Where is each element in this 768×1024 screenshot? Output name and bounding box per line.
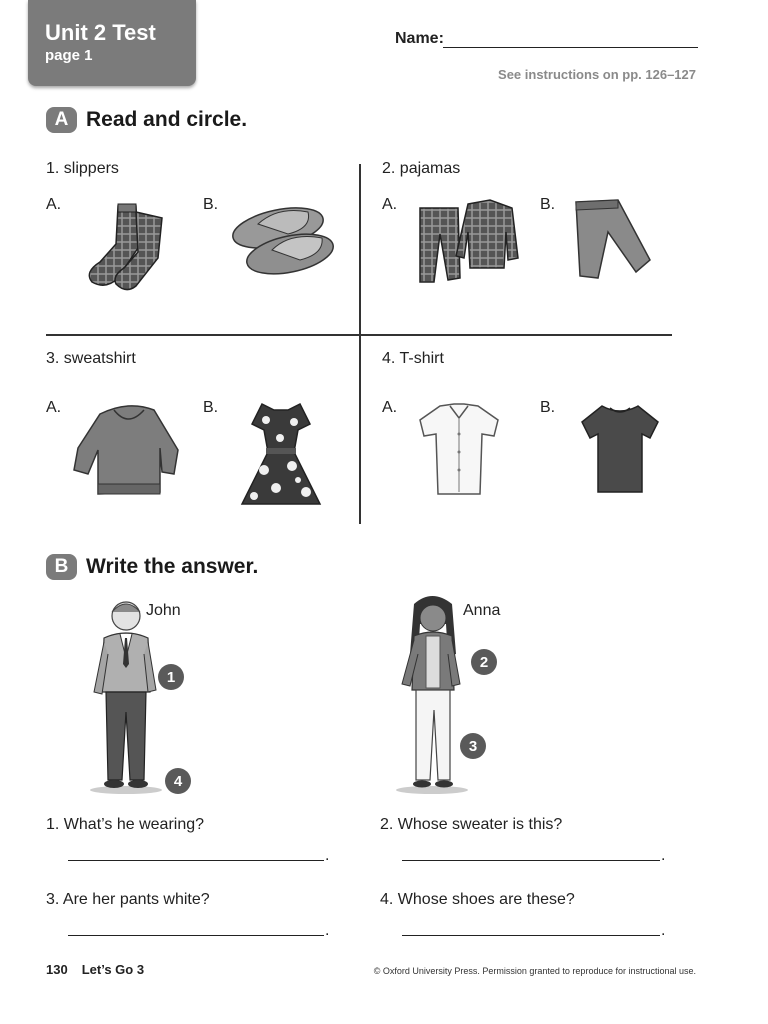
page-label: page 1 — [45, 47, 93, 64]
john-name: John — [146, 602, 181, 619]
question-a3-option-b[interactable]: B. — [203, 399, 219, 416]
question-a3-label: 3. sweatshirt — [46, 350, 136, 367]
john-marker-1: 1 — [158, 664, 184, 690]
question-a1-option-b[interactable]: B. — [203, 196, 219, 213]
page-number: 130 — [46, 962, 68, 977]
question-a4-option-b[interactable]: B. — [540, 399, 556, 416]
section-b-header — [46, 554, 258, 580]
pajamas-picture[interactable] — [412, 198, 522, 288]
question-b4: 4. Whose shoes are these? — [380, 891, 575, 908]
answer-line-b4[interactable] — [402, 935, 660, 936]
footer-page-info — [46, 962, 144, 977]
section-b-title: Write the answer. — [86, 555, 259, 578]
sweatshirt-picture[interactable] — [70, 400, 185, 500]
name-line[interactable] — [443, 47, 698, 48]
name-field[interactable] — [395, 28, 700, 50]
answer-period-b4: . — [661, 922, 666, 939]
anna-name: Anna — [463, 602, 501, 619]
anna-picture — [392, 594, 474, 794]
anna-marker-3: 3 — [460, 733, 486, 759]
answer-period-b3: . — [325, 922, 330, 939]
blouse-picture[interactable] — [414, 400, 504, 500]
pants-picture[interactable] — [568, 196, 658, 286]
question-b3: 3. Are her pants white? — [46, 891, 210, 908]
name-label: Name: — [395, 30, 444, 47]
unit-tab — [28, 0, 196, 86]
answer-period-b2: . — [661, 847, 666, 864]
answer-line-b3[interactable] — [68, 935, 324, 936]
question-a2-option-a[interactable]: A. — [382, 196, 398, 213]
question-a1-option-a[interactable]: A. — [46, 196, 62, 213]
section-a-title: Read and circle. — [86, 108, 248, 131]
grid-divider-vertical — [359, 164, 361, 524]
question-a4-option-a[interactable]: A. — [382, 399, 398, 416]
question-a3-option-a[interactable]: A. — [46, 399, 62, 416]
grid-divider-horizontal — [46, 334, 672, 336]
question-a2-option-b[interactable]: B. — [540, 196, 556, 213]
section-b-badge: B — [46, 554, 77, 580]
section-a-header — [46, 107, 247, 133]
copyright-notice: © Oxford University Press. Permission granted to reproduce for instructional use. — [373, 966, 696, 976]
anna-marker-2: 2 — [471, 649, 497, 675]
question-a4-label: 4. T-shirt — [382, 350, 444, 367]
dress-picture[interactable] — [236, 400, 326, 510]
john-marker-4: 4 — [165, 768, 191, 794]
slippers-picture[interactable] — [228, 200, 338, 280]
answer-period-b1: . — [325, 847, 330, 864]
book-title: Let’s Go 3 — [81, 962, 145, 977]
question-a2-label: 2. pajamas — [382, 160, 461, 177]
answer-line-b1[interactable] — [68, 860, 324, 861]
unit-title: Unit 2 Test — [45, 20, 156, 45]
instructions-note: See instructions on pp. 126–127 — [498, 67, 696, 82]
question-a1-label: 1. slippers — [46, 160, 119, 177]
section-a-badge: A — [46, 107, 77, 133]
tshirt-picture[interactable] — [580, 404, 660, 496]
answer-line-b2[interactable] — [402, 860, 660, 861]
socks-picture[interactable] — [78, 198, 173, 293]
john-picture — [86, 594, 166, 794]
question-b1: 1. What’s he wearing? — [46, 816, 205, 833]
question-b2: 2. Whose sweater is this? — [380, 816, 563, 833]
